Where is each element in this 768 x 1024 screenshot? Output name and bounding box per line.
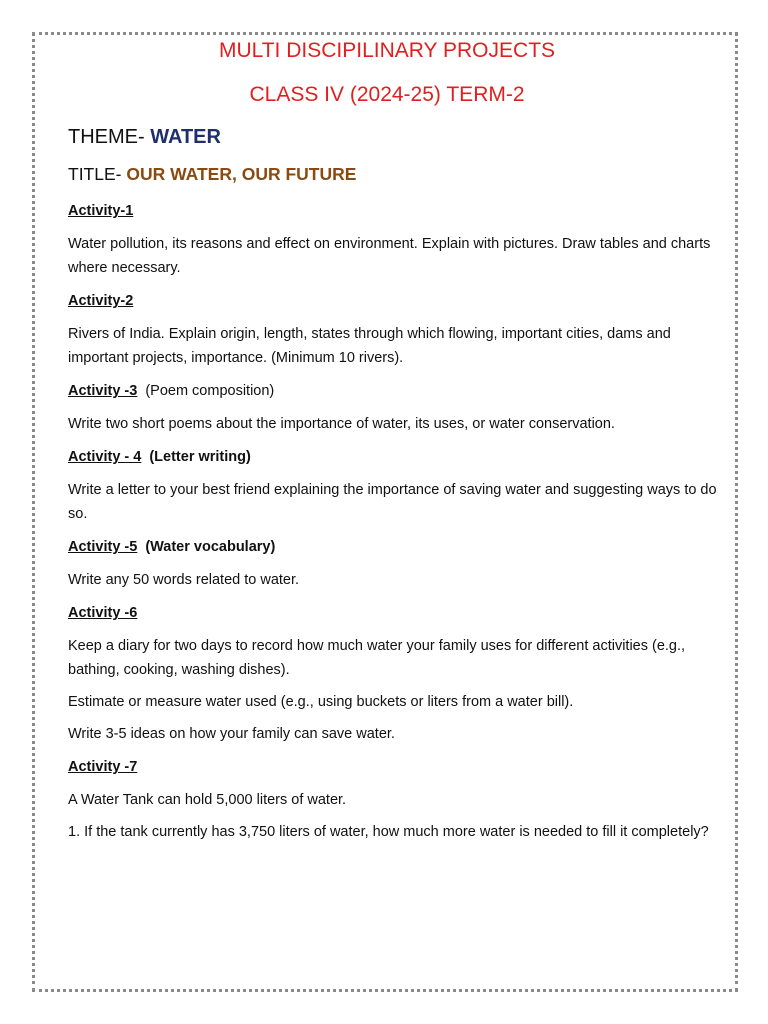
activity-5-text: Write any 50 words related to water. bbox=[68, 572, 300, 588]
activity-1-heading bbox=[68, 200, 728, 222]
document-content bbox=[68, 36, 728, 844]
activity-2-text: Rivers of India. Explain origin, length, states through which flowing, important cities, dams and important projects, importance. (Minimum 10 rivers). bbox=[68, 326, 671, 366]
activity-4-text: Write a letter to your best friend explaining the importance of saving water and suggesting ways to do so. bbox=[68, 482, 717, 522]
activity-note: (Poem composition) bbox=[145, 383, 275, 399]
activity-3-text: Write two short poems about the importance of water, its uses, or water conservation. bbox=[68, 416, 615, 432]
activity-2-heading bbox=[68, 290, 728, 312]
activity-heading: Activity -7 bbox=[68, 759, 138, 775]
activity-heading: Activity-2 bbox=[68, 293, 134, 309]
activity-6-text-2: Estimate or measure water used (e.g., using buckets or liters from a water bill). bbox=[68, 694, 574, 710]
activity-heading: Activity - 4 bbox=[68, 449, 142, 465]
activity-note: (Letter writing) bbox=[149, 449, 251, 465]
theme-line bbox=[68, 122, 728, 152]
title-line bbox=[68, 160, 728, 188]
activity-5-heading bbox=[68, 536, 728, 558]
title-label: TITLE- bbox=[68, 164, 127, 184]
activity-heading: Activity -5 bbox=[68, 539, 138, 555]
theme-label: THEME- bbox=[68, 126, 151, 148]
activity-7-heading bbox=[68, 756, 728, 778]
header-line-1: MULTI DISCIPILINARY PROJECTS bbox=[218, 39, 556, 62]
activity-heading: Activity -3 bbox=[68, 383, 138, 399]
activity-7-text-1: A Water Tank can hold 5,000 liters of water. bbox=[68, 792, 347, 808]
activity-note: (Water vocabulary) bbox=[145, 539, 276, 555]
activity-7-text-2: 1. If the tank currently has 3,750 liters of water, how much more water is needed to fill it completely? bbox=[68, 824, 709, 840]
activity-heading: Activity -6 bbox=[68, 605, 138, 621]
title-value: OUR WATER, OUR FUTURE bbox=[126, 164, 357, 184]
activity-4-heading bbox=[68, 446, 728, 468]
theme-value: WATER bbox=[150, 126, 221, 148]
activity-6-heading bbox=[68, 602, 728, 624]
activity-3-heading bbox=[68, 380, 728, 402]
activity-6-text-3: Write 3-5 ideas on how your family can save water. bbox=[68, 726, 395, 742]
header-line-2: CLASS IV (2024-25) TERM-2 bbox=[249, 83, 525, 106]
activity-6-text-1: Keep a diary for two days to record how much water your family uses for different activities (e.g., bathing, cooking, washing dishes). bbox=[68, 638, 686, 678]
activity-heading: Activity-1 bbox=[68, 203, 134, 219]
activity-1-text: Water pollution, its reasons and effect on environment. Explain with pictures. Draw tables and charts where necessary. bbox=[68, 236, 711, 276]
